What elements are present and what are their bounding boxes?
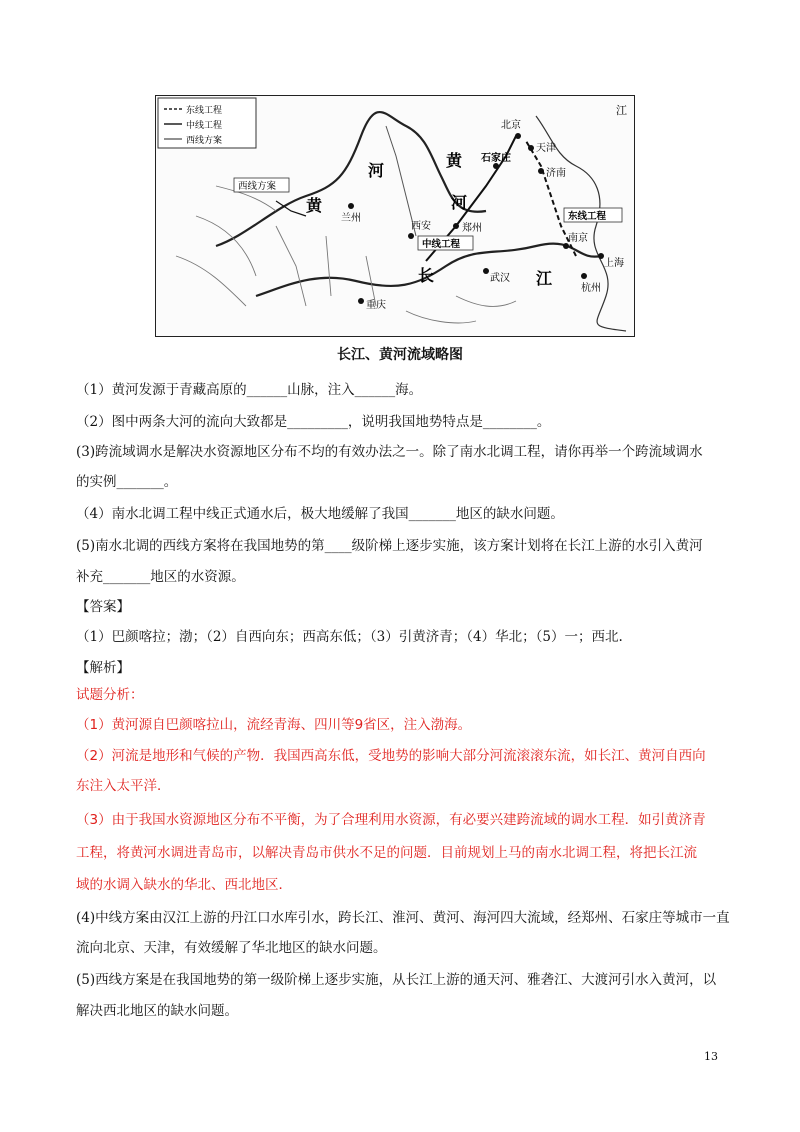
- legend-label: 东线工程: [186, 106, 223, 116]
- analysis-red-2-line-2: 东注入太平洋．: [76, 778, 171, 794]
- analysis-5-line-1: (5)西线方案是在我国地势的第一级阶梯上逐步实施，从长江上游的通天河、雅砻江、大渡河引水入黄河，以: [76, 972, 717, 988]
- analysis-red-2-line-1: （2）河流是地形和气候的产物．我国西高东低，受地势的影响大部分河流滚滚东流，如长江、黄河自西向: [76, 748, 706, 764]
- question-1: （1）黄河发源于青藏高原的______山脉，注入______海。: [76, 382, 423, 398]
- answer-heading: 【答案】: [76, 599, 130, 615]
- map-label: 郑州: [462, 223, 482, 234]
- question-5-line-1: (5)南水北调的西线方案将在我国地势的第____级阶梯上逐步实施，该方案计划将在长江上游的水引入黄河: [76, 538, 703, 554]
- answer-text: （1）巴颜喀拉；渤；（2）自西向东；西高东低；（3）引黄济青；（4）华北；（5）一；西北.: [76, 629, 623, 645]
- map-label: 济南: [546, 168, 566, 179]
- map-label: 西安: [411, 221, 431, 232]
- analysis-red-3-line-2: 工程，将黄河水调进青岛市，以解决青岛市供水不足的问题．目前规划上马的南水北调工程，将把长江流: [76, 845, 697, 861]
- map-label: 北京: [501, 120, 521, 131]
- map-label: 河: [451, 193, 468, 212]
- analysis-red-1: （1）黄河源自巴颜喀拉山，流经青海、四川等9省区，注入渤海。: [76, 717, 472, 733]
- map-label: 江: [616, 104, 627, 117]
- analysis-5-line-2: 解决西北地区的缺水问题。: [76, 1003, 238, 1019]
- map-label: 兰州: [341, 213, 361, 224]
- analysis-4-line-1: (4)中线方案由汉江上游的丹江口水库引水，跨长江、淮河、黄河、海河四大流域，经郑州、石家庄等城市一直: [76, 910, 730, 926]
- map-label: 重庆: [366, 300, 386, 311]
- map-caption: 长江、黄河流域略图: [337, 347, 463, 363]
- map-label: 江: [536, 269, 553, 288]
- map-label: 中线工程: [422, 239, 461, 250]
- analysis-heading: 【解析】: [76, 660, 130, 676]
- question-5-line-2: 补充_______地区的水资源。: [76, 569, 245, 585]
- map-figure: [155, 95, 635, 337]
- analysis-red-3-line-3: 域的水调入缺水的华北、西北地区．: [76, 877, 292, 893]
- legend-label: 西线方案: [186, 136, 223, 146]
- page-number: 13: [704, 1050, 718, 1063]
- map-label: 武汉: [490, 273, 510, 284]
- question-2: （2）图中两条大河的流向大致都是_________，说明我国地势特点是________。: [76, 414, 551, 430]
- map-label: 黄: [306, 196, 323, 215]
- analysis-red-3-line-1: （3）由于我国水资源地区分布不平衡，为了合理利用水资源，有必要兴建跨流域的调水工程．如引黄济青: [76, 812, 706, 828]
- map-svg: [156, 96, 634, 336]
- map-label: 东线工程: [568, 211, 607, 222]
- question-4: （4）南水北调工程中线正式通水后，极大地缓解了我国_______地区的缺水问题。: [76, 506, 564, 522]
- map-label: 上海: [604, 258, 624, 269]
- map-label: 石家庄: [481, 153, 511, 164]
- map-label: 西线方案: [238, 181, 277, 192]
- map-label: 天津: [536, 143, 556, 154]
- map-label: 南京: [568, 233, 588, 244]
- map-label: 黄: [446, 151, 463, 170]
- question-3-line-1: (3)跨流域调水是解决水资源地区分布不均的有效办法之一。除了南水北调工程，请你再举一个跨流域调水: [76, 444, 703, 460]
- map-label: 河: [368, 161, 385, 180]
- question-3-line-2: 的实例_______。: [76, 474, 178, 490]
- map-label: 长: [418, 266, 435, 285]
- analysis-red-title: 试题分析：: [76, 687, 144, 703]
- map-label: 杭州: [581, 283, 601, 294]
- legend-label: 中线工程: [186, 121, 223, 131]
- analysis-4-line-2: 流向北京、天津，有效缓解了华北地区的缺水问题。: [76, 940, 387, 956]
